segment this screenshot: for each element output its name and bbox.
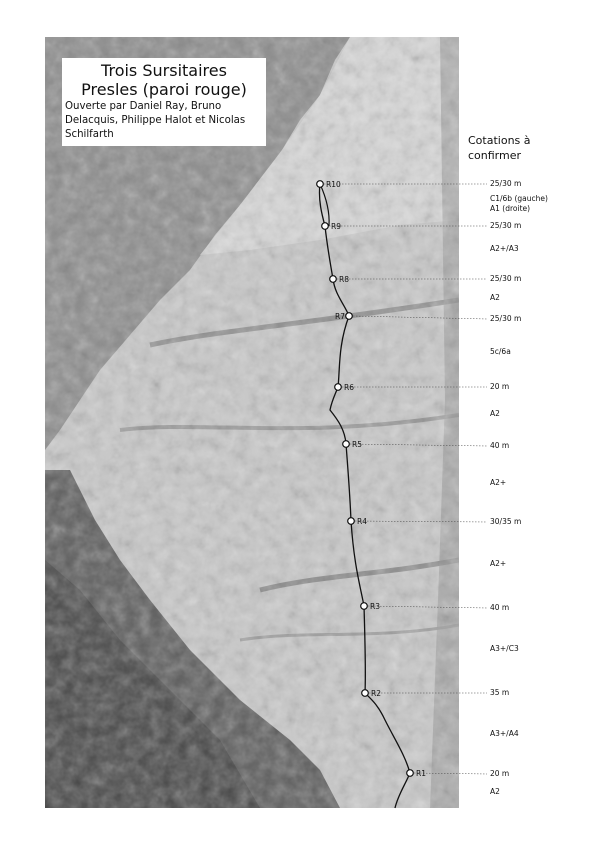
relay-label-r1: R1 — [416, 769, 426, 778]
relay-label-r3: R3 — [370, 602, 380, 611]
pitch-grade-r9: A2+/A3 — [490, 244, 519, 253]
pitch-length-r1: 20 m — [490, 769, 510, 778]
relay-label-r8: R8 — [339, 275, 349, 284]
relay-r10 — [317, 181, 324, 188]
relay-label-r9: R9 — [331, 222, 341, 231]
relay-r9 — [322, 223, 329, 230]
pitch-length-r8: 25/30 m — [490, 274, 522, 283]
title-box — [62, 58, 266, 146]
pitch-grade-r3: A3+/C3 — [490, 644, 519, 653]
relay-r2 — [362, 690, 369, 697]
relay-label-r2: R2 — [371, 689, 381, 698]
grades-note: Cotations à confirmer — [468, 134, 531, 162]
pitch-grade-r10-2: A1 (droite) — [490, 204, 531, 213]
pitch-grade-r10-1: C1/6b (gauche) — [490, 194, 548, 203]
pitch-grade-r8: A2 — [490, 293, 500, 302]
relay-r3 — [361, 603, 368, 610]
pitch-grade-r6: A2 — [490, 409, 500, 418]
pitch-length-r2: 35 m — [490, 688, 510, 697]
pitch-grade-r5: A2+ — [490, 478, 507, 487]
relay-label-r7: R7 — [335, 312, 345, 321]
relay-r1 — [407, 770, 414, 777]
pitch-grade-r1: A2 — [490, 787, 500, 796]
relay-r5 — [343, 441, 350, 448]
route-title: Trois Sursitaires — [101, 61, 227, 80]
pitch-grade-r4: A2+ — [490, 559, 507, 568]
relay-label-r4: R4 — [357, 517, 367, 526]
pitch-grade-r2: A3+/A4 — [490, 729, 519, 738]
relay-label-r10: R10 — [326, 180, 341, 189]
pitch-length-r9: 25/30 m — [490, 221, 522, 230]
relay-label-r5: R5 — [352, 440, 362, 449]
pitch-length-r3: 40 m — [490, 603, 510, 612]
first-ascent-credits: Ouverte par Daniel Ray, Bruno Delacquis, Philippe Halot et Nicolas Schilfarth — [65, 101, 246, 140]
relay-label-r6: R6 — [344, 383, 354, 392]
crag-title: Presles (paroi rouge) — [81, 80, 247, 99]
pitch-grade-r7: 5c/6a — [490, 347, 511, 356]
pitch-length-r4: 30/35 m — [490, 517, 522, 526]
relay-r4 — [348, 518, 355, 525]
pitch-length-r6: 20 m — [490, 382, 510, 391]
relay-r7 — [346, 313, 353, 320]
pitch-length-r10: 25/30 m — [490, 179, 522, 188]
relay-r8 — [330, 276, 337, 283]
pitch-length-r5: 40 m — [490, 441, 510, 450]
pitch-length-r7: 25/30 m — [490, 314, 522, 323]
relay-r6 — [335, 384, 342, 391]
